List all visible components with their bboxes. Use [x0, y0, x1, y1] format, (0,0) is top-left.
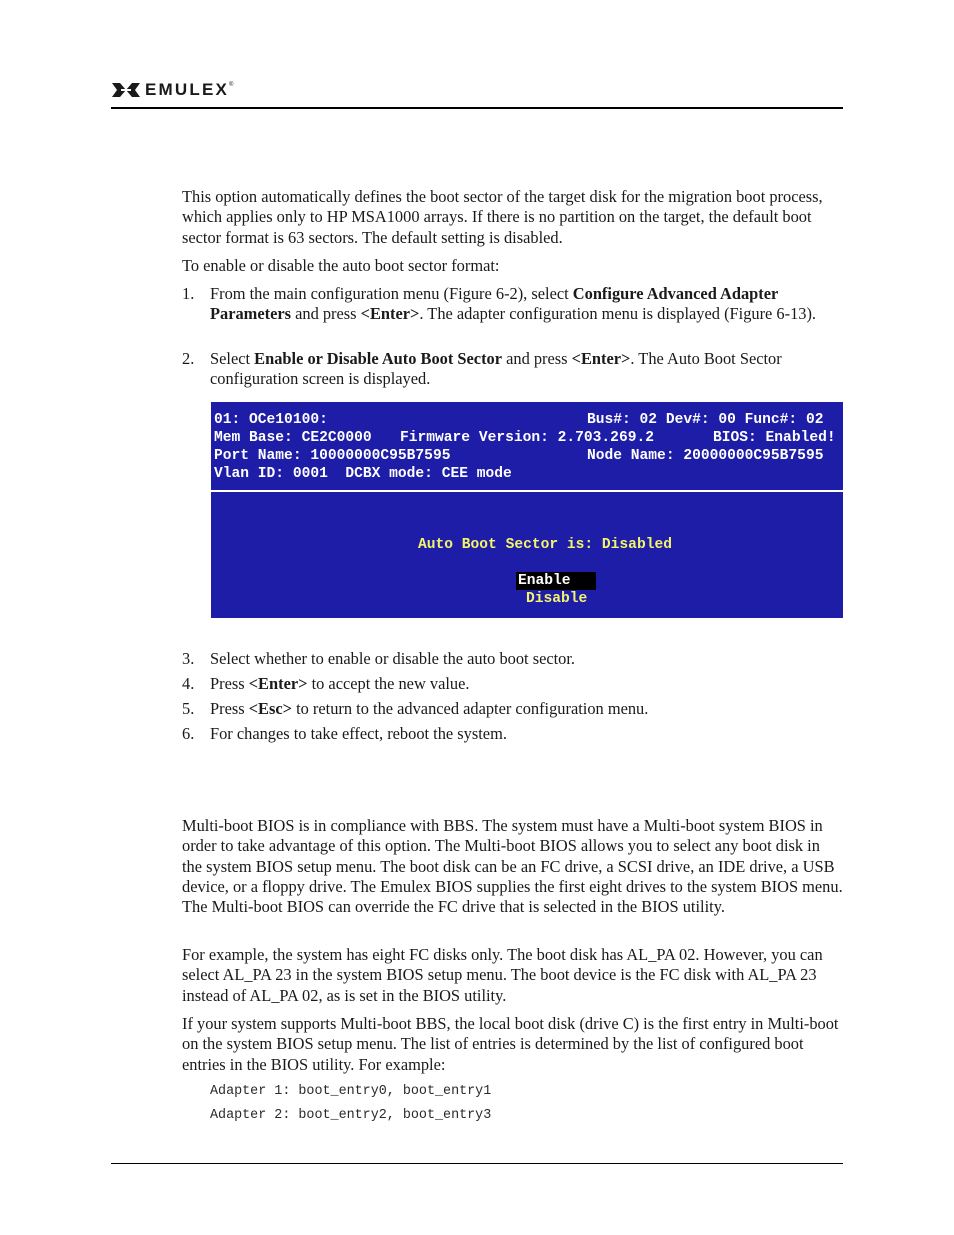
brand-name: EMULEX [145, 80, 230, 99]
step-1: 1. From the main configuration menu (Figure 6-2), select Configure Advanced Adapter Parameters and press <Enter>. The adapter configuration menu is displayed (Figure 6-13). [182, 284, 817, 324]
code-line-1: Adapter 1: boot_entry0, boot_entry1 [210, 1084, 492, 1099]
trademark-symbol: ® [229, 82, 234, 88]
step-2: 2. Select Enable or Disable Auto Boot Sector and press <Enter>. The Auto Boot Sector configuration screen is displayed. [182, 349, 782, 389]
bios-port-name: Port Name: 10000000C95B7595 [214, 448, 451, 464]
bios-state: BIOS: Enabled! [713, 430, 836, 446]
header-rule [111, 107, 843, 109]
bios-node-name: Node Name: 20000000C95B7595 [587, 448, 824, 464]
step-5: 5. Press <Esc> to return to the advanced adapter configuration menu. [182, 699, 649, 718]
bios-adapter: 01: OCe10100: [214, 412, 328, 428]
bios-bus-info: Bus#: 02 Dev#: 00 Func#: 02 [587, 412, 824, 428]
intro-lead-in: To enable or disable the auto boot sector format: [182, 256, 500, 275]
bios-option-enable[interactable]: Enable [516, 572, 596, 590]
multiboot-paragraph-3: If your system supports Multi-boot BBS, the local boot disk (drive C) is the first entry in Multi-boot on the system BIOS setup menu. The list of entries is determined by the list of configured boot entries in the BIOS utility. For example: [182, 1014, 839, 1074]
code-line-2: Adapter 2: boot_entry2, boot_entry3 [210, 1108, 492, 1123]
emulex-logo [111, 80, 233, 100]
step-6: 6. For changes to take effect, reboot the system. [182, 724, 507, 743]
bios-status: Auto Boot Sector is: Disabled [418, 537, 672, 553]
multiboot-paragraph-2: For example, the system has eight FC disks only. The boot disk has AL_PA 02. However, you can select AL_PA 23 in the system BIOS setup menu. The boot device is the FC disk with AL_PA 23 instead of AL_PA 02, as is set in the BIOS utility. [182, 945, 823, 1005]
step-3: 3. Select whether to enable or disable the auto boot sector. [182, 649, 576, 668]
footer-rule [111, 1163, 843, 1164]
emulex-logo-mark-icon [111, 80, 141, 100]
bios-vlan: Vlan ID: 0001 DCBX mode: CEE mode [214, 466, 512, 482]
bios-mem-base: Mem Base: CE2C0000 [214, 430, 372, 446]
bios-option-disable[interactable]: Disable [526, 591, 588, 607]
bios-screenshot [211, 402, 843, 618]
multiboot-paragraph-1: Multi-boot BIOS is in compliance with BBS. The system must have a Multi-boot system BIOS in order to take advantage of this option. The Multi-boot BIOS allows you to select any boot disk in the system BIOS setup menu. The boot disk can be an FC drive, a SCSI drive, an IDE drive, a USB device, or a floppy drive. The Emulex BIOS supplies the first eight drives to the system BIOS menu. The Multi-boot BIOS can override the FC drive that is selected in the BIOS utility. [182, 816, 843, 917]
intro-paragraph: This option automatically defines the boot sector of the target disk for the migration boot process, which applies only to HP MSA1000 arrays. If there is no partition on the target, the default boot sector format is 63 sectors. The default setting is disabled. [182, 187, 823, 247]
bios-firmware: Firmware Version: 2.703.269.2 [400, 430, 654, 446]
bios-divider [211, 490, 843, 492]
step-4: 4. Press <Enter> to accept the new value. [182, 674, 470, 693]
